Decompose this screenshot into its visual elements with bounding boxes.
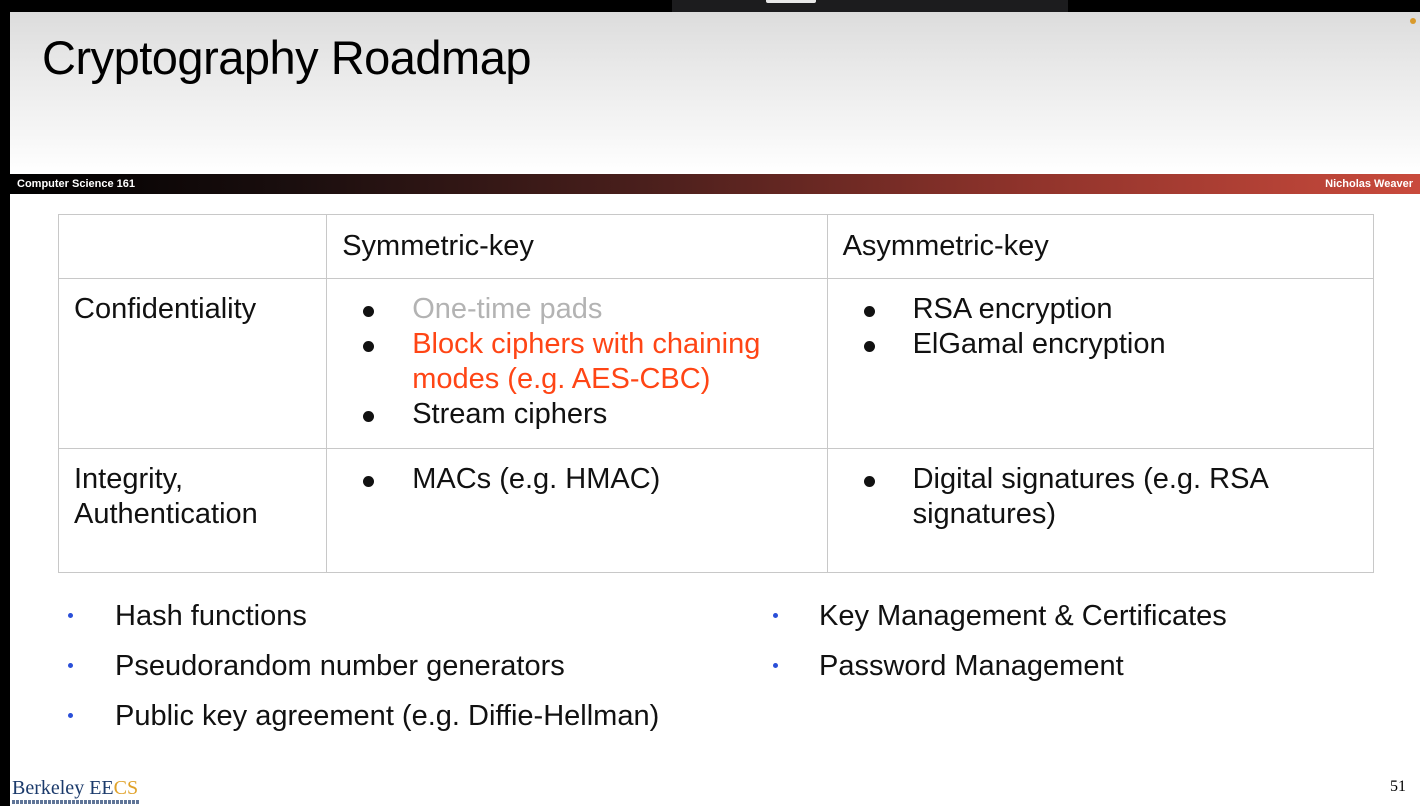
page-number: 51 [1390, 778, 1406, 795]
topics-list-left [68, 598, 659, 748]
table-row-integrity [59, 449, 1374, 573]
video-top-bar [0, 0, 1420, 12]
column-header-symmetric: Symmetric-key [327, 215, 827, 279]
asymmetric-cell [827, 449, 1373, 573]
row-label-cell [59, 279, 327, 449]
row-label-cell [59, 449, 327, 573]
table-header-row [59, 215, 1374, 279]
list-item-highlighted: Block ciphers with chaining modes (e.g. AES-CBC) [327, 327, 826, 397]
screen-share-tab[interactable] [672, 0, 1068, 12]
berkeley-eecs-logo: Berkeley EECS [12, 778, 140, 804]
column-header-asymmetric: Asymmetric-key [827, 215, 1373, 279]
asymmetric-cell [827, 279, 1373, 449]
table-corner-cell [59, 215, 327, 279]
row-label: Integrity, Authentication [74, 463, 258, 530]
list-item: Public key agreement (e.g. Diffie-Hellman) [68, 698, 659, 748]
tab-indicator [766, 0, 816, 3]
row-label: Confidentiality [74, 293, 257, 325]
list-item: Digital signatures (e.g. RSA signatures) [828, 462, 1373, 532]
slide [10, 12, 1420, 806]
list-item: Hash functions [68, 598, 659, 648]
list-item: RSA encryption [828, 292, 1373, 327]
slide-title: Cryptography Roadmap [42, 31, 531, 84]
list-item: MACs (e.g. HMAC) [327, 462, 826, 497]
status-dot-icon [1410, 18, 1416, 24]
list-item: One-time pads [327, 292, 826, 327]
list-item: Stream ciphers [327, 397, 826, 432]
table-row-confidentiality [59, 279, 1374, 449]
list-item: Key Management & Certificates [773, 598, 1227, 648]
course-band [10, 174, 1420, 194]
roadmap-table [58, 214, 1374, 573]
course-name: Computer Science 161 [17, 178, 135, 190]
list-item: Password Management [773, 648, 1227, 698]
logo-subtitle [12, 800, 140, 804]
list-item: ElGamal encryption [828, 327, 1373, 362]
symmetric-cell [327, 449, 827, 573]
topics-list-right [773, 598, 1227, 698]
list-item: Pseudorandom number generators [68, 648, 659, 698]
author-name: Nicholas Weaver [1325, 178, 1413, 190]
slide-header [10, 12, 1420, 174]
symmetric-cell [327, 279, 827, 449]
